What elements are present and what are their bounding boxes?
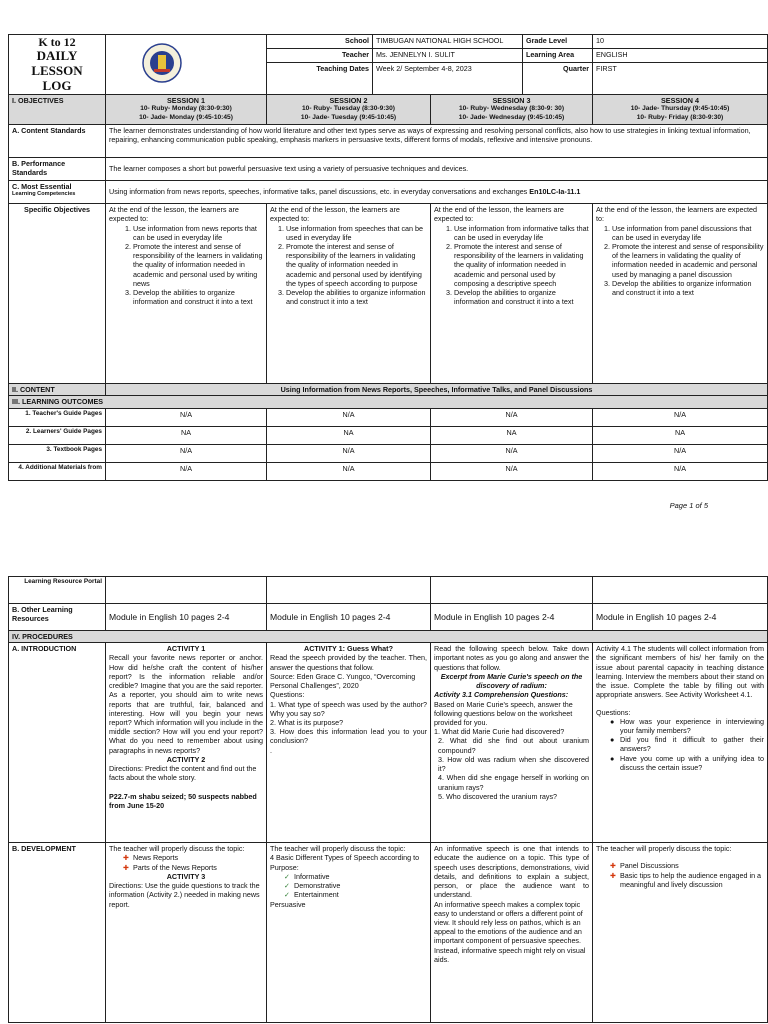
question-text: Did you find it difficult to gather their answers? [620, 735, 764, 754]
objective-item: 2. Promote the interest and sense of responsibility of the learners in validating the quality of information needed in academic and personal used by identifying the types of speech according to purpose [286, 242, 427, 288]
textbook-pages-label: 3. Textbook Pages [9, 444, 106, 462]
question-text: How was your experience in interviewing your family members? [620, 716, 764, 735]
outcome-value: NA [593, 426, 768, 444]
objectives-intro: At the end of the lesson, the learners are expected to: [434, 205, 564, 224]
question-item: 4. When did she engage herself in working on uranium rays? [438, 773, 589, 792]
dll-title-line-2: DAILY LESSON [31, 48, 83, 78]
activity-title: ACTIVITY 2 [166, 754, 206, 764]
question-item [610, 754, 764, 772]
introduction-session-1 [106, 643, 267, 843]
topic-text: Panel Discussions [620, 861, 679, 871]
speech-types-list [270, 872, 427, 900]
question-item [610, 735, 764, 753]
learning-area-value: ENGLISH [593, 48, 768, 62]
topic-list [109, 853, 263, 871]
topic-item [610, 871, 764, 889]
mec-code: En10LC-Ia-11.1 [529, 187, 581, 197]
teaching-dates-label: Teaching Dates [267, 62, 373, 94]
session-2-schedule-2: 10- Jade- Tuesday (9:45-10:45) [300, 113, 397, 121]
outcome-value: NA [267, 426, 431, 444]
objective-item: 3. Develop the abilities to organize information and construct it into a text [612, 279, 764, 297]
other-resource-value: Module in English 10 pages 2-4 [267, 604, 431, 631]
speech-source: Source: Eden Grace C. Yungco, “Overcoming Personal Challenges”, 2020 [270, 671, 416, 691]
outcome-value: N/A [106, 444, 267, 462]
topic-item [123, 853, 263, 862]
objective-item: 1. Use information from news reports that can be used in everyday life [133, 224, 263, 242]
session-2-header [267, 95, 431, 125]
objectives-list [109, 224, 263, 307]
session-3-schedule-2: 10- Jade- Wednesday (9:45-10:45) [458, 113, 565, 121]
session-1-header [106, 95, 267, 125]
quarter-value: FIRST [593, 62, 768, 94]
outcome-value: N/A [267, 444, 431, 462]
dll-table-page-2 [8, 576, 768, 1023]
school-value: TIMBUGAN NATIONAL HIGH SCHOOL [373, 35, 523, 49]
specific-objectives-session-1 [106, 204, 267, 384]
objectives-intro: At the end of the lesson, the learners are expected to: [596, 205, 758, 224]
learning-area-label: Learning Area [523, 48, 593, 62]
development-text: 4 Basic Different Types of Speech according to Purpose: [270, 853, 420, 872]
topic-item [123, 863, 263, 872]
check-icon: ✓ [284, 871, 291, 881]
objectives-intro: At the end of the lesson, the learners are expected to: [270, 205, 400, 224]
development-text: The teacher will properly discuss the topic: [596, 844, 732, 854]
topic-item [610, 861, 764, 870]
trailing-mark: . [270, 745, 272, 755]
session-2-title: SESSION 2 [329, 96, 368, 106]
activity-text: Directions: Predict the content and find out the facts about the whole story. [109, 764, 257, 783]
development-text: Directions: Use the guide questions to track the information (Activity 2.) needed in making news report. [109, 881, 260, 909]
session-3-schedule-1: 10- Ruby- Wednesday (8:30-9: 30) [458, 105, 565, 113]
specific-objectives-session-2 [267, 204, 431, 384]
question-item: 5. Who discovered the uranium rays? [438, 791, 558, 801]
objectives-list [434, 224, 589, 307]
page-number: Page 1 of 5 [669, 501, 708, 510]
development-session-1 [106, 843, 267, 1023]
session-2-schedule-1: 10- Ruby- Tuesday (8:30-9:30) [302, 105, 395, 113]
dll-title-line-1: K to 12 [38, 35, 76, 49]
bullet-icon: ● [610, 716, 615, 726]
dll-table-page-1 [8, 34, 768, 481]
learning-outcomes-label: III. LEARNING OUTCOMES [9, 396, 768, 408]
outcome-value: N/A [593, 444, 768, 462]
session-1-schedule-1: 10- Ruby- Monday (8:30-9:30) [140, 105, 232, 113]
objective-item: 2. Promote the interest and sense of responsibility of the learners in validating the quality of information needed in academic and personal used by writing news [133, 242, 263, 288]
pin-icon: ✚ [123, 853, 130, 863]
additional-materials-label: 4. Additional Materials from [9, 462, 106, 480]
question-item: 1. What did Marie Curie had discovered? [434, 727, 565, 737]
deped-seal-icon [126, 41, 246, 85]
empty-cell [106, 577, 267, 604]
question-item: 3. How does this information lead you to your conclusion? [270, 727, 427, 746]
mec-label-main: C. Most Essential [12, 182, 72, 192]
topic-text: Basic tips to help the audience engaged in a meaningful and lively discussion [620, 870, 762, 889]
questions-list [596, 717, 764, 772]
content-standards-text: The learner demonstrates understanding of how world literature and other text types serve as ways of expressing and resolving personal conflicts, also how to use strategies in linking textual information, repairing, enhancing communication public speaking, emphasis markers in persuasive texts, different forms of modals, reflexive and intensive pronouns. [106, 125, 768, 158]
empty-cell [267, 577, 431, 604]
learning-resource-portal-label: Learning Resource Portal [9, 577, 106, 604]
question-item: 2. What did she find out about uranium compound? [438, 736, 589, 755]
development-text: An informative speech makes a complex topic easy to understand or offers a different point of view. It should rely less on pathos, which is an appeal to the emotions of the audience and an important component of persuasive speeches. Instead, informative speech might rely on visual aids. [434, 899, 586, 964]
objective-item: 2. Promote the interest and sense of responsibility of the learners in validating the quality of information needed in academic and personal used by managing a panel discussion [612, 242, 764, 279]
news-headline: P22.7-m shabu seized; 50 suspects nabbed from June 15-20 [109, 791, 257, 810]
session-4-title: SESSION 4 [661, 96, 699, 106]
pin-icon: ✚ [610, 861, 617, 871]
other-learning-resources-label: B. Other Learning Resources [9, 604, 106, 631]
speech-type-text: Informative [294, 871, 330, 881]
activity-text: Recall your favorite news reporter or anchor. How did he/she craft the content of his/her report? Is the information reliable and/or credible? Imagine that you are the said reporter. As a reporter, you should aim to write news reports that are truthful, fair, balanced and interesting. How will you begin your news report? Which information will you include in the middle section? How will you end your report? What do you need to remember about using paragraphs in news reports? [109, 653, 263, 755]
speech-type-text: Entertainment [294, 890, 339, 900]
teacher-label: Teacher [267, 48, 373, 62]
topic-text: News Reports [133, 853, 179, 863]
introduction-label: A. INTRODUCTION [9, 643, 106, 843]
other-resource-value: Module in English 10 pages 2-4 [431, 604, 593, 631]
school-label: School [267, 35, 373, 49]
objective-item: 1. Use information from speeches that can be used in everyday life [286, 224, 427, 242]
activity-text: Read the speech provided by the teacher. Then, answer the questions that follow. [270, 653, 427, 672]
questions-label: Questions: [270, 690, 305, 700]
check-icon: ✓ [284, 890, 291, 900]
outcome-value: N/A [267, 408, 431, 426]
development-session-4 [593, 843, 768, 1023]
question-item: 2. What is its purpose? [270, 717, 344, 727]
specific-objectives-label: Specific Objectives [9, 204, 106, 384]
introduction-session-2 [267, 643, 431, 843]
mec-text: Using information from news reports, speeches, informative talks, panel discussions, etc. in everyday conversations and exchanges [109, 187, 528, 197]
session-4-schedule-2: 10- Ruby- Friday (8:30-9:30) [636, 113, 724, 121]
speech-type-item [284, 890, 427, 899]
logos [106, 35, 267, 95]
outcome-value: N/A [431, 408, 593, 426]
check-icon: ✓ [284, 881, 291, 891]
specific-objectives-session-3 [431, 204, 593, 384]
activity-title: ACTIVITY 1 [166, 644, 206, 654]
dll-title [9, 35, 106, 95]
activity-title: ACTIVITY 1: Guess What? [304, 644, 393, 654]
session-4-schedule-1: 10- Jade- Thursday (9:45-10:45) [630, 105, 730, 113]
performance-standards-label: B. Performance Standards [9, 158, 106, 181]
development-text: An informative speech is one that intends to educate the audience on a topic. This type of speech uses descriptions, demonstrations, vivid details, and definitions to explain a subject, person, or place the audience want to understand. [434, 844, 589, 900]
outcome-value: N/A [593, 408, 768, 426]
introduction-session-3 [431, 643, 593, 843]
mec-label-sub: Learning Competencies [12, 191, 76, 198]
objectives-list [596, 224, 764, 298]
speech-excerpt-title: Excerpt from Marie Curie's speech on the discovery of radium: [440, 671, 583, 691]
other-resource-value: Module in English 10 pages 2-4 [106, 604, 267, 631]
activity-text: Activity 4.1 The students will collect information from the significant members of his/ her family on the issue about parental capacity in teaching distance learning. Interview the members about their stand on the issue. Complete the table by filling out with appropriate answers. See Activity Worksheet 4.1. [596, 644, 764, 700]
activity-title: Activity 3.1 Comprehension Questions: [434, 690, 569, 700]
objective-item: 2. Promote the interest and sense of responsibility of the learners in validating the quality of information needed in academic and personal used by composing a descriptive speech [454, 242, 589, 288]
bullet-icon: ● [610, 735, 615, 745]
empty-cell [593, 577, 768, 604]
outcome-value: N/A [106, 462, 267, 480]
empty-cell [431, 577, 593, 604]
learners-guide-label: 2. Learners' Guide Pages [9, 426, 106, 444]
outcome-value: N/A [267, 462, 431, 480]
objective-item: 3. Develop the abilities to organize information and construct it into a text [454, 288, 589, 306]
teachers-guide-label: 1. Teacher's Guide Pages [9, 408, 106, 426]
question-item: 1. What type of speech was used by the author? Why you say so? [270, 699, 427, 718]
objective-item: 3. Develop the abilities to organize information and construct it into a text [133, 288, 263, 306]
development-text: The teacher will properly discuss the topic: [270, 844, 406, 854]
introduction-session-4 [593, 643, 768, 843]
outcome-value: N/A [431, 444, 593, 462]
session-3-title: SESSION 3 [492, 96, 531, 106]
grade-level-label: Grade Level [523, 35, 593, 49]
questions-label: Questions: [596, 707, 631, 717]
teaching-dates-value: Week 2/ September 4-8, 2023 [373, 62, 523, 94]
objectives-list [270, 224, 427, 307]
page-2 [0, 576, 768, 1024]
objective-item: 3. Develop the abilities to organize information and construct it into a text [286, 288, 427, 306]
mec-label [9, 181, 106, 204]
outcome-value: NA [431, 426, 593, 444]
specific-objectives-session-4 [593, 204, 768, 384]
objective-item: 1. Use information from panel discussions that can be used in everyday life [612, 224, 764, 242]
grade-level-value: 10 [593, 35, 768, 49]
question-text: Have you come up with a unifying idea to discuss the certain issue? [620, 753, 764, 772]
procedures-label: IV. PROCEDURES [9, 631, 768, 643]
session-1-schedule-2: 10- Jade- Monday (9:45-10:45) [139, 113, 233, 121]
topic-text: Parts of the News Reports [133, 862, 217, 872]
activity-title: ACTIVITY 3 [166, 871, 206, 881]
dll-title-line-3: LOG [42, 77, 72, 93]
development-session-3 [431, 843, 593, 1023]
development-label: B. DEVELOPMENT [9, 843, 106, 1023]
outcome-value: N/A [431, 462, 593, 480]
speech-type-item [284, 881, 427, 890]
topic-list [596, 861, 764, 889]
content-label: II. CONTENT [9, 384, 106, 396]
development-text: Persuasive [270, 899, 306, 909]
objectives-label: I. OBJECTIVES [9, 95, 106, 125]
session-1-title: SESSION 1 [167, 96, 205, 106]
outcome-value: NA [106, 426, 267, 444]
content-text: Using Information from News Reports, Speeches, Informative Talks, and Panel Discussions [106, 384, 768, 396]
quarter-label: Quarter [523, 62, 593, 94]
development-text: The teacher will properly discuss the topic: [109, 844, 245, 854]
bullet-icon: ● [610, 753, 615, 763]
objectives-intro: At the end of the lesson, the learners are expected to: [109, 205, 239, 224]
activity-text: Based on Marie Curie's speech, answer the following questions below on the worksheet provided for you. [434, 699, 573, 727]
session-3-header [431, 95, 593, 125]
performance-standards-text: The learner composes a short but powerful persuasive text using a variety of persuasive techniques and devices. [106, 158, 768, 181]
outcome-value: N/A [106, 408, 267, 426]
other-resource-value: Module in English 10 pages 2-4 [593, 604, 768, 631]
mec-cell [106, 181, 768, 204]
question-item [610, 717, 764, 735]
question-item: 3. How old was radium when she discovered it? [438, 754, 589, 774]
teacher-value: Ms. JENNELYN I. SULIT [373, 48, 523, 62]
content-standards-label: A. Content Standards [9, 125, 106, 158]
activity-text: Read the following speech below. Take down important notes as you go along and answer the questions that follow. [434, 644, 589, 672]
speech-type-text: Demonstrative [294, 881, 341, 891]
objective-item: 1. Use information from informative talks that can be used in everyday life [454, 224, 589, 242]
pin-icon: ✚ [610, 870, 617, 880]
development-session-2 [267, 843, 431, 1023]
session-4-header [593, 95, 768, 125]
speech-type-item [284, 872, 427, 881]
pin-icon: ✚ [123, 862, 130, 872]
outcome-value: N/A [593, 462, 768, 480]
